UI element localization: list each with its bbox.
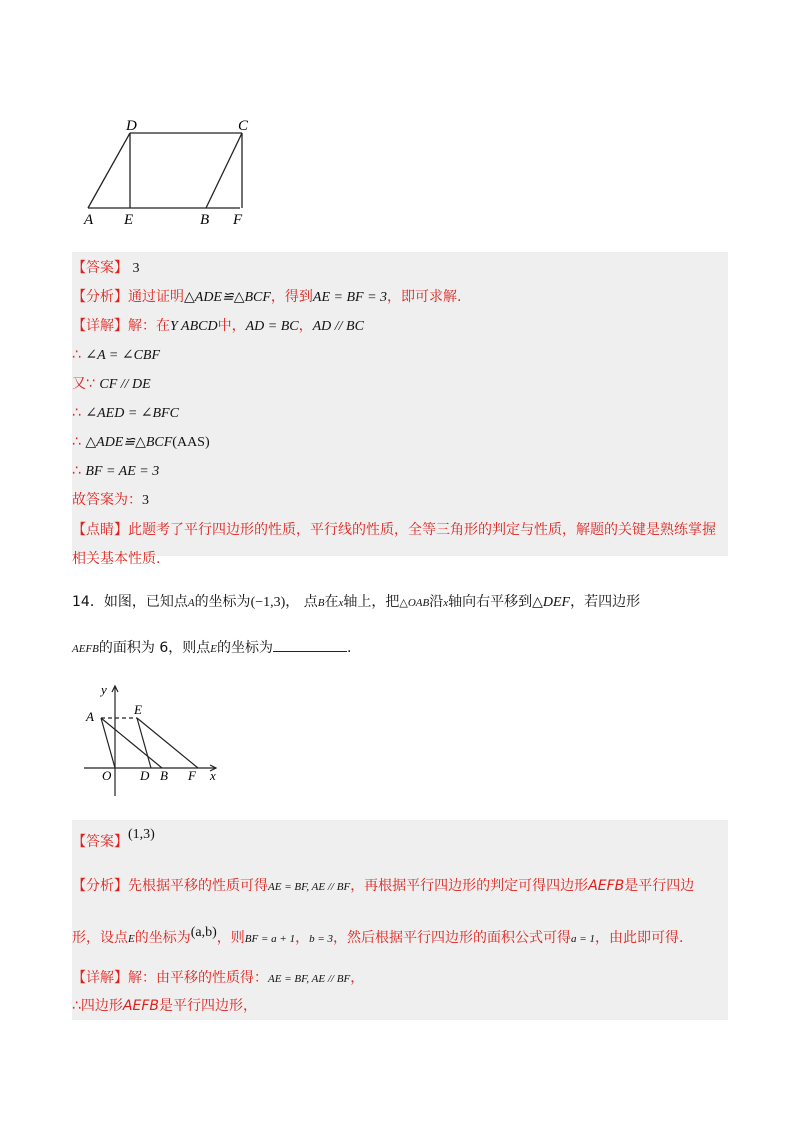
question-text: 轴向右平移到 bbox=[448, 594, 533, 610]
answer-14 bbox=[72, 827, 155, 853]
comment-13 bbox=[72, 520, 716, 540]
fig2-label-F: F bbox=[188, 768, 196, 783]
analysis-text: ，则 bbox=[216, 930, 245, 946]
proof-step-5 bbox=[72, 461, 159, 482]
math-expression: BF = AE = 3 bbox=[85, 464, 160, 479]
math-expression: (−1,3) bbox=[250, 595, 286, 610]
answer-value: (1,3) bbox=[128, 827, 155, 842]
proof-step-3 bbox=[72, 403, 179, 424]
detail-13 bbox=[72, 316, 364, 337]
math-expression: A bbox=[187, 597, 195, 609]
detail-text: 四边形 bbox=[80, 998, 123, 1014]
analysis-text: 的坐标为 bbox=[134, 930, 191, 946]
therefore-symbol: ∴ bbox=[72, 998, 81, 1014]
analysis-tag: 【分析】 bbox=[72, 289, 128, 305]
question-14-line-2 bbox=[72, 638, 351, 659]
math-expression: x bbox=[338, 597, 344, 609]
question-number: 14． bbox=[72, 594, 104, 610]
detail-text: 中， bbox=[217, 318, 246, 334]
fig2-label-B: B bbox=[160, 768, 168, 783]
fig2-label-x: x bbox=[210, 768, 216, 783]
analysis-14-line-1 bbox=[72, 876, 694, 897]
because-symbol: 又∵ bbox=[72, 376, 95, 392]
math-expression: BF = a + 1 bbox=[244, 933, 296, 945]
math-expression: AD // BC bbox=[312, 319, 364, 334]
therefore-symbol: ∴ bbox=[72, 405, 81, 421]
conclusion-value: 3 bbox=[142, 493, 149, 508]
analysis-text: ，然后根据平行四边形的面积公式可得 bbox=[333, 930, 572, 946]
question-text: 的坐标为 bbox=[216, 640, 273, 656]
analysis-tag: 【分析】 bbox=[72, 878, 128, 894]
detail-tag: 【详解】 bbox=[72, 970, 128, 986]
proof-step-2 bbox=[72, 374, 151, 395]
answer-tag: 【答案】 bbox=[72, 260, 128, 276]
question-text: ， 点 bbox=[285, 594, 318, 610]
math-expression: △ADE≌△BCF bbox=[184, 290, 271, 305]
analysis-text: 通过证明 bbox=[128, 289, 184, 305]
analysis-13 bbox=[72, 287, 461, 308]
answer-13 bbox=[72, 258, 139, 279]
question-text: 在 bbox=[324, 594, 339, 610]
fig1-label-A: A bbox=[84, 212, 94, 228]
question-14-line-1 bbox=[72, 592, 640, 613]
fig1-label-D: D bbox=[126, 118, 137, 134]
comment-tag: 【点睛】 bbox=[72, 522, 128, 538]
proof-step-4 bbox=[72, 432, 210, 453]
math-expression: B bbox=[317, 597, 325, 609]
detail-text: 解：在 bbox=[128, 318, 170, 334]
math-expression: AEFB bbox=[72, 643, 99, 655]
math-expression: △DEF bbox=[532, 595, 571, 610]
fig2-label-A: A bbox=[86, 709, 94, 724]
math-expression: AE = BF, AE // BF bbox=[268, 881, 351, 893]
fig2-label-E: E bbox=[134, 702, 142, 717]
math-expression: AEFB bbox=[122, 998, 160, 1014]
analysis-text: ，由此即可得. bbox=[594, 930, 684, 946]
detail-text: 是平行四边形， bbox=[159, 998, 258, 1014]
fig1-label-F: F bbox=[233, 212, 243, 228]
detail-text: ， bbox=[298, 318, 313, 334]
math-expression: E bbox=[210, 643, 217, 655]
detail-text: ， bbox=[350, 970, 365, 986]
translation-figure bbox=[80, 680, 230, 800]
math-expression: (a,b) bbox=[190, 925, 217, 940]
comment-text: 相关基本性质. bbox=[72, 551, 161, 567]
question-text: 沿 bbox=[429, 594, 444, 610]
therefore-symbol: ∴ bbox=[72, 463, 81, 479]
math-expression: CF // DE bbox=[99, 377, 151, 392]
fig1-label-E: E bbox=[124, 212, 134, 228]
conclusion-13 bbox=[72, 490, 149, 511]
analysis-text: ，得到 bbox=[270, 289, 313, 305]
proof-step-1 bbox=[72, 345, 160, 366]
congruence-reason: (AAS) bbox=[172, 435, 210, 450]
math-expression: △ADE≌△BCF bbox=[85, 435, 173, 450]
question-text: 如图，已知点 bbox=[103, 594, 188, 610]
math-expression: b = 3 bbox=[309, 933, 334, 945]
math-expression: ∠A = ∠CBF bbox=[85, 348, 161, 363]
question-text: . bbox=[346, 640, 352, 656]
fig2-label-y: y bbox=[101, 682, 107, 697]
math-expression: AEFB bbox=[588, 878, 625, 894]
analysis-text: 是平行四边 bbox=[624, 878, 695, 894]
analysis-text: ， bbox=[295, 930, 310, 946]
math-expression: x bbox=[443, 597, 449, 609]
therefore-symbol: ∴ bbox=[72, 347, 81, 363]
math-expression: AD = BC bbox=[245, 319, 299, 334]
math-expression: E bbox=[128, 933, 135, 945]
analysis-text: ，即可求解. bbox=[387, 289, 462, 305]
detail-14 bbox=[72, 968, 364, 989]
therefore-symbol: ∴ bbox=[72, 434, 81, 450]
question-text: ，若四边形 bbox=[570, 594, 641, 610]
math-expression: △OAB bbox=[399, 597, 430, 609]
fig2-label-D: D bbox=[140, 768, 150, 783]
question-text: 的面积为 6，则点 bbox=[98, 640, 211, 656]
parallelogram-figure bbox=[80, 115, 260, 230]
analysis-text: 形，设点 bbox=[72, 930, 128, 946]
math-expression: AE = BF = 3 bbox=[312, 290, 388, 305]
detail-14-step bbox=[72, 996, 257, 1016]
solution-14-panel bbox=[72, 820, 728, 1020]
question-text: 轴上，把 bbox=[343, 594, 400, 610]
analysis-text: 先根据平移的性质可得 bbox=[128, 878, 268, 894]
math-expression: ∠AED = ∠BFC bbox=[85, 406, 179, 421]
fig1-label-C: C bbox=[238, 118, 249, 134]
question-text: 的坐标为 bbox=[194, 594, 251, 610]
detail-tag: 【详解】 bbox=[72, 318, 128, 334]
math-expression: Y ABCD bbox=[170, 319, 218, 334]
analysis-text: ，再根据平行四边形的判定可得四边形 bbox=[350, 878, 589, 894]
analysis-14-line-2 bbox=[72, 925, 684, 949]
answer-value: 3 bbox=[132, 261, 140, 276]
fig2-label-O: O bbox=[102, 768, 112, 783]
conclusion-label: 故答案为： bbox=[72, 492, 142, 508]
answer-blank[interactable] bbox=[273, 638, 347, 652]
fig1-label-B: B bbox=[200, 212, 210, 228]
comment-13-continued bbox=[72, 549, 160, 569]
comment-text: 此题考了平行四边形的性质，平行线的性质，全等三角形的判定与性质，解题的关键是熟练掌握 bbox=[128, 522, 716, 538]
detail-text: 解：由平移的性质得： bbox=[128, 970, 268, 986]
math-expression: a = 1 bbox=[571, 933, 595, 945]
answer-tag: 【答案】 bbox=[72, 834, 128, 850]
math-expression: AE = BF, AE // BF bbox=[268, 973, 351, 985]
